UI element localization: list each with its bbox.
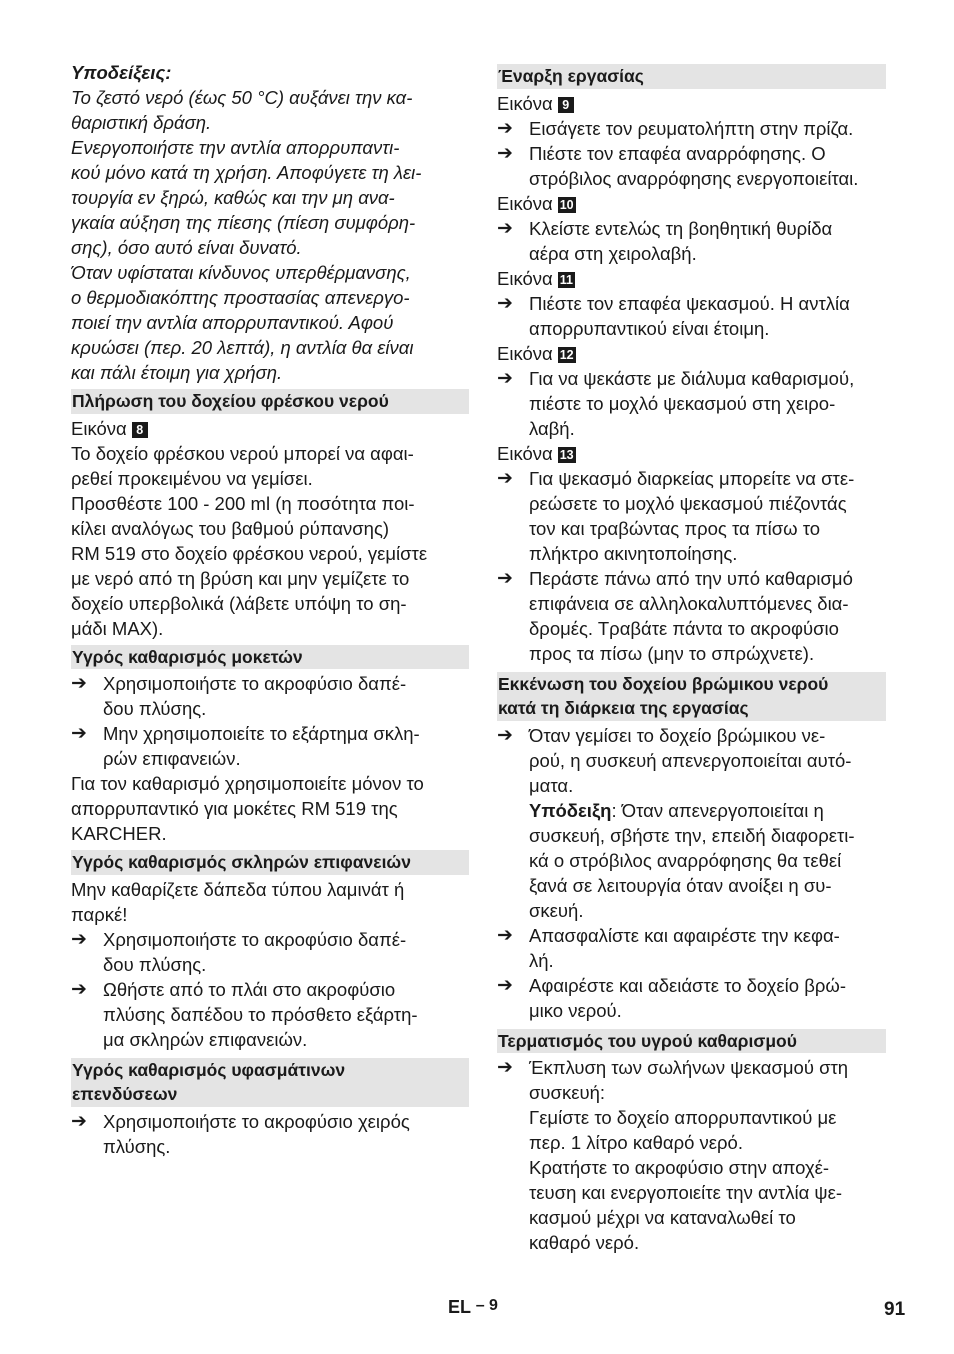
- text-line: Για να ψεκάστε με διάλυμα καθαρισμού,: [529, 367, 855, 389]
- arrow-right-icon: ➔: [497, 467, 513, 489]
- list-item: [497, 723, 886, 798]
- arrow-right-icon: ➔: [497, 292, 513, 314]
- text-line: Όταν γεμίσει το δοχείο βρώμικου νε-: [529, 724, 826, 746]
- figure-ref-13: Εικόνα 13: [497, 442, 574, 464]
- text-line: κού μόνο κατά τη χρήση. Αποφύγετε τη λει-: [71, 162, 422, 183]
- text-line: κά ο στρόβιλος αναρρόφησης θα τεθεί: [529, 849, 842, 871]
- arrow-right-icon: ➔: [71, 723, 87, 744]
- text-line: Περάστε πάνω από την υπό καθαρισμό: [529, 567, 853, 589]
- finish-step-2: [497, 1155, 886, 1255]
- text-line: τον και τραβώντας προς τα πίσω το: [529, 517, 821, 539]
- tips-text: [71, 85, 469, 385]
- list-item: [71, 1109, 469, 1159]
- text-line: απορρυπαντικού είναι έτοιμη.: [529, 317, 770, 339]
- text-line: συσκευή:: [529, 1082, 605, 1103]
- arrow-right-icon: ➔: [497, 367, 513, 389]
- text-line: δοχείο υπερβολικά (λάβετε υπόψη το ση-: [71, 592, 407, 614]
- arrow-right-icon: ➔: [497, 924, 513, 946]
- arrow-right-icon: ➔: [497, 974, 513, 996]
- arrow-right-icon: ➔: [497, 567, 513, 589]
- figure-number-badge: 11: [559, 272, 573, 287]
- text-line: περ. 1 λίτρο καθαρό νερό.: [529, 1132, 743, 1153]
- text-line: σκευή.: [529, 899, 584, 921]
- text-line: θαριστική δράση.: [71, 112, 212, 133]
- arrow-right-icon: ➔: [497, 1057, 513, 1078]
- arrow-right-icon: ➔: [71, 1110, 87, 1132]
- text-line: αέρα στη χειρολαβή.: [529, 242, 697, 264]
- text-line: πλύσης.: [103, 1135, 171, 1157]
- text-line: Κρατήστε το ακροφύσιο στην αποχέ-: [529, 1157, 830, 1178]
- figure-ref-12: Εικόνα 12: [497, 342, 574, 364]
- text-line: και πάλι έτοιμη για χρήση.: [71, 362, 283, 383]
- text-line: καθαρό νερό.: [529, 1232, 640, 1253]
- hard-surface-heading: Υγρός καθαρισμός σκληρών επιφανειών: [71, 850, 469, 875]
- note-first-line: Υπόδειξη: Όταν απενεργοποιείται η: [529, 799, 824, 821]
- arrow-right-icon: ➔: [497, 724, 513, 746]
- text-line: γκαία αύξηση της πίεσης (πίεση συμφόρη-: [71, 212, 416, 233]
- text-line: Ωθήστε από το πλάι στο ακροφύσιο: [103, 978, 396, 1000]
- text-line: στρόβιλος αναρρόφησης ενεργοποιείται.: [529, 167, 859, 189]
- list-item: [497, 116, 886, 141]
- figure-ref-10: Εικόνα 10: [497, 192, 574, 214]
- text-line: παρκέ!: [71, 903, 128, 925]
- text-line: προς τα πίσω (μην το σπρώχνετε).: [529, 642, 815, 664]
- figure-number-badge: 9: [558, 97, 574, 113]
- text-line: πιέστε το μοχλό ψεκασμού στη χειρο-: [529, 392, 836, 414]
- list-item: [71, 671, 469, 721]
- page-number: 91: [884, 1299, 906, 1320]
- text-line: Χρησιμοποιήστε το ακροφύσιο δαπέ-: [103, 928, 407, 950]
- text-line: δου πλύσης.: [103, 953, 207, 975]
- figure-ref-8: Εικόνα 8: [71, 416, 469, 441]
- right-column: [497, 60, 886, 1255]
- text-line: ρού, η συσκευή απενεργοποιείται αυτό-: [529, 749, 852, 771]
- text-line: Απασφαλίστε και αφαιρέστε την κεφα-: [529, 924, 840, 946]
- text-line: KARCHER.: [71, 823, 167, 844]
- list-item: [497, 566, 886, 666]
- carpet-heading: Υγρός καθαρισμός μοκετών: [71, 645, 469, 670]
- text-line: κασμού μέχρι να καταναλωθεί το: [529, 1207, 796, 1228]
- text-line: Πιέστε τον επαφέα ψεκασμού. Η αντλία: [529, 292, 850, 314]
- upholstery-heading: Υγρός καθαρισμός υφασμάτινων επενδύσεων: [71, 1058, 469, 1107]
- figure-number-badge: 10: [559, 197, 574, 212]
- text-line: λαβή.: [529, 417, 575, 439]
- list-item: [497, 141, 886, 191]
- text-line: ρεθεί προκειμένου να γεμίσει.: [71, 467, 313, 489]
- text-line: Εισάγετε τον ρευματολήπτη στην πρίζα.: [529, 117, 854, 139]
- text-line: ρών επιφανειών.: [103, 748, 241, 769]
- text-line: Έκπλυση των σωλήνων ψεκασμού στη: [529, 1057, 849, 1078]
- arrow-right-icon: ➔: [497, 142, 513, 164]
- text-line: Ενεργοποιήστε την αντλία απορρυπαντι-: [71, 137, 400, 158]
- text-line: πλήκτρο ακινητοποίησης.: [529, 542, 738, 564]
- arrow-right-icon: ➔: [71, 673, 87, 694]
- start-heading: Έναρξη εργασίας: [497, 64, 886, 89]
- list-item: [71, 977, 469, 1052]
- text-line: Για ψεκασμό διαρκείας μπορείτε να στε-: [529, 467, 855, 489]
- text-line: Μην χρησιμοποιείτε το εξάρτημα σκλη-: [103, 723, 420, 744]
- text-line: συσκευή, σβήστε την, επειδή διαφορετι-: [529, 824, 855, 846]
- page-footer-label: EL – 9: [448, 1297, 498, 1317]
- figure-number-badge: 12: [559, 347, 574, 362]
- list-item: [71, 721, 469, 771]
- text-line: Όταν υφίσταται κίνδυνος υπερθέρμανσης,: [71, 262, 411, 283]
- figure-ref-11: Εικόνα 11: [497, 267, 573, 289]
- finish-step-1: [497, 1105, 886, 1155]
- text-line: τευση και ενεργοποιείτε την αντλία ψε-: [529, 1182, 843, 1203]
- text-line: RM 519 στο δοχείο φρέσκου νερού, γεμίστε: [71, 542, 428, 564]
- text-line: ρεώσετε το μοχλό ψεκασμού πιέζοντάς: [529, 492, 847, 514]
- text-line: επιφάνεια σε αλληλοκαλυπτόμενες δια-: [529, 592, 849, 614]
- note-text: [497, 823, 886, 923]
- text-line: δρομές. Τραβάτε πάντα το ακροφύσιο: [529, 617, 839, 639]
- arrow-right-icon: ➔: [71, 978, 87, 1000]
- left-column: [71, 60, 469, 1159]
- text-line: Κλείστε εντελώς τη βοηθητική θυρίδα: [529, 217, 833, 239]
- text-line: πλύσης δαπέδου το πρόσθετο εξάρτη-: [103, 1003, 418, 1025]
- hard-intro: [71, 877, 469, 927]
- text-line: σης), όσο αυτό είναι δυνατό.: [71, 237, 302, 258]
- list-item: [497, 216, 886, 266]
- finish-heading: Τερματισμός του υγρού καθαρισμού: [497, 1029, 886, 1054]
- text-line: ο θερμοδιακόπτης προστασίας απενεργο-: [71, 287, 410, 308]
- list-item: [497, 1055, 886, 1105]
- text-line: ματα.: [529, 774, 574, 796]
- text-line: ποιεί την αντλία απορρυπαντικού. Αφού: [71, 312, 394, 333]
- text-line: Το ζεστό νερό (έως 50 °C) αυξάνει την κα-: [71, 87, 413, 108]
- text-line: μα σκληρών επιφανειών.: [103, 1028, 308, 1050]
- list-item: [497, 973, 886, 1023]
- empty-tank-heading: Εκκένωση του δοχείου βρώμικου νερού κατά τη διάρκεια της εργασίας: [497, 672, 886, 721]
- arrow-right-icon: ➔: [497, 217, 513, 239]
- text-line: δου πλύσης.: [103, 698, 207, 719]
- carpet-note: [71, 771, 469, 846]
- text-line: κρυώσει (περ. 20 λεπτά), η αντλία θα είναι: [71, 337, 414, 358]
- text-line: Πιέστε τον επαφέα αναρρόφησης. Ο: [529, 142, 826, 164]
- figure-ref-9: Εικόνα 9: [497, 91, 886, 116]
- tips-heading: Υποδείξεις:: [71, 62, 172, 83]
- text-line: Το δοχείο φρέσκου νερού μπορεί να αφαι-: [71, 442, 414, 464]
- text-line: Μην καθαρίζετε δάπεδα τύπου λαμινάτ ή: [71, 878, 405, 900]
- text-line: μικο νερού.: [529, 999, 622, 1021]
- figure-number-badge: 13: [559, 447, 574, 462]
- list-item: [71, 927, 469, 977]
- figure-number-badge: 8: [132, 422, 148, 438]
- text-line: Γεμίστε το δοχείο απορρυπαντικού με: [529, 1107, 837, 1128]
- text-line: Αφαιρέστε και αδειάστε το δοχείο βρώ-: [529, 974, 846, 996]
- text-line: Προσθέστε 100 - 200 ml (η ποσότητα ποι-: [71, 492, 415, 514]
- text-line: τουργία εν ξηρώ, καθώς και την μη ανα-: [71, 187, 395, 208]
- text-line: με νερό από τη βρύση και μην γεμίζετε το: [71, 567, 410, 589]
- text-line: ξανά σε λειτουργία όταν ανοίξει η συ-: [529, 874, 832, 896]
- list-item: [497, 366, 886, 441]
- arrow-right-icon: ➔: [497, 117, 513, 139]
- fill-heading: Πλήρωση του δοχείου φρέσκου νερού: [71, 389, 469, 414]
- text-line: Χρησιμοποιήστε το ακροφύσιο χειρός: [103, 1110, 410, 1132]
- arrow-right-icon: ➔: [71, 928, 87, 950]
- list-item: [497, 923, 886, 973]
- list-item: [497, 291, 886, 341]
- text-line: μάδι MAX).: [71, 617, 164, 639]
- text-line: απορρυπαντικό για μοκέτες RM 519 της: [71, 798, 398, 819]
- text-line: κίλει αναλόγως του βαθμού ρύπανσης): [71, 517, 390, 539]
- list-item: [497, 466, 886, 566]
- text-line: Χρησιμοποιήστε το ακροφύσιο δαπέ-: [103, 673, 407, 694]
- text-line: λή.: [529, 949, 554, 971]
- fill-text: [71, 441, 469, 641]
- text-line: Για τον καθαρισμό χρησιμοποιείτε μόνον το: [71, 773, 424, 794]
